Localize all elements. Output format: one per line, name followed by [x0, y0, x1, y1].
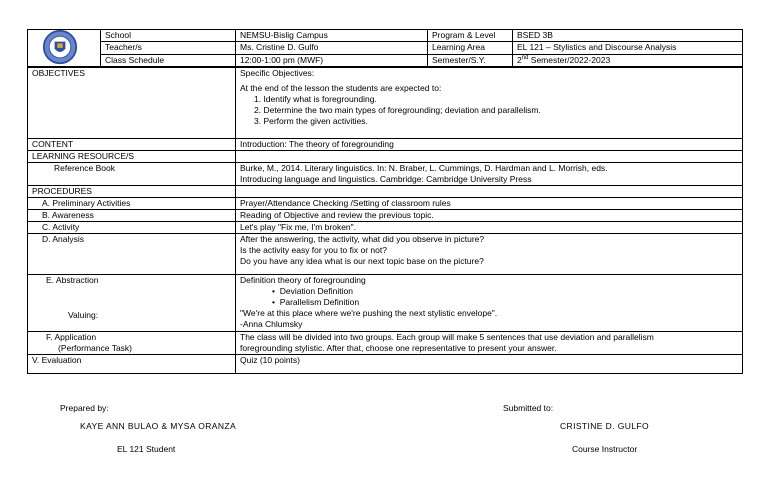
reference-line: Burke, M., 2014. Literary linguistics. In: N. Braber, L. Cummings, D. Hardman and L. Morrish, eds.: [240, 163, 608, 173]
evaluation-value: Quiz (10 points): [236, 355, 743, 374]
reference-line: Introducing language and linguistics. Cambridge: Cambridge University Press: [240, 174, 532, 184]
analysis-cell: [236, 234, 743, 275]
analysis-line: Is the activity easy for you to fix or not?: [240, 245, 387, 255]
application-line: foregrounding stylistic. After that, choose one representative to present your answer.: [240, 343, 557, 353]
program-value: BSED 3B: [513, 30, 743, 42]
schedule-label: Class Schedule: [101, 54, 236, 66]
analysis-line: After the answering, the activity, what did you observe in picture?: [240, 234, 485, 244]
evaluation-label: V. Evaluation: [28, 355, 236, 374]
reference-label: Reference Book: [28, 163, 236, 186]
activity-value: Let's play "Fix me, I'm broken".: [236, 222, 743, 234]
application-cell: [236, 332, 743, 355]
application-label: F. Application: [46, 332, 97, 342]
application-sublabel: (Performance Task): [58, 343, 133, 353]
prepared-by-names: KAYE ANN BULAO & MYSA ORANZA: [80, 421, 237, 431]
activity-label: C. Activity: [28, 222, 236, 234]
preliminary-value: Prayer/Attendance Checking /Setting of classroom rules: [236, 198, 743, 210]
schedule-value: 12:00-1:00 pm (MWF): [236, 54, 428, 66]
objectives-title: Specific Objectives:: [240, 68, 315, 78]
school-value: NEMSU-Bislig Campus: [236, 30, 428, 42]
analysis-label: D. Analysis: [28, 234, 236, 275]
content-label: CONTENT: [28, 139, 236, 151]
abstraction-bullet: • Deviation Definition: [272, 286, 353, 296]
resources-empty: [236, 151, 743, 163]
header-table: [27, 29, 743, 67]
application-cell-left: [28, 332, 236, 355]
reference-cell: [236, 163, 743, 186]
objectives-cell: [236, 68, 743, 139]
teacher-value: Ms. Cristine D. Gulfo: [236, 42, 428, 54]
awareness-value: Reading of Objective and review the previous topic.: [236, 210, 743, 222]
resources-label: LEARNING RESOURCE/S: [28, 151, 236, 163]
preliminary-label: A. Preliminary Activities: [28, 198, 236, 210]
procedures-empty: [236, 186, 743, 198]
objective-item: 1. Identify what is foregrounding.: [254, 94, 377, 104]
teacher-label: Teacher/s: [101, 42, 236, 54]
valuing-author: -Anna Chlumsky: [240, 319, 303, 329]
abstraction-label: E. Abstraction: [46, 275, 99, 285]
analysis-line: Do you have any idea what is our next topic base on the picture?: [240, 256, 484, 266]
abstraction-bullet: • Parallelism Definition: [272, 297, 360, 307]
area-label: Learning Area: [428, 42, 513, 54]
area-value: EL 121 – Stylistics and Discourse Analysis: [513, 42, 743, 54]
objective-item: 2. Determine the two main types of foregrounding; deviation and parallelism.: [254, 105, 541, 115]
awareness-label: B. Awareness: [28, 210, 236, 222]
abstraction-cell: [236, 275, 743, 332]
lesson-plan-table: [27, 67, 743, 374]
content-value: Introduction: The theory of foregrounding: [236, 139, 743, 151]
school-seal-logo: [42, 29, 78, 65]
abstraction-cell-left: [28, 275, 236, 332]
prepared-by-label: Prepared by:: [60, 403, 109, 413]
submitted-to-label: Submitted to:: [503, 403, 554, 413]
abstraction-title: Definition theory of foregrounding: [240, 275, 366, 285]
objective-item: 3. Perform the given activities.: [254, 116, 368, 126]
submitted-to-name: CRISTINE D. GULFO: [560, 421, 649, 431]
semester-value: 2nd Semester/2022-2023: [513, 54, 743, 66]
procedures-label: PROCEDURES: [28, 186, 236, 198]
valuing-quote: "We're at this place where we're pushing the next stylistic envelope".: [240, 308, 498, 318]
semester-label: Semester/S.Y.: [428, 54, 513, 66]
submitted-to-role: Course Instructor: [572, 444, 638, 454]
application-line: The class will be divided into two groups. Each group will make 5 sentences that use deviation and parallelism: [240, 332, 654, 342]
objectives-intro: At the end of the lesson the students are expected to:: [240, 83, 442, 93]
objectives-label: OBJECTIVES: [28, 68, 236, 139]
program-label: Program & Level: [428, 30, 513, 42]
prepared-by-role: EL 121 Student: [117, 444, 176, 454]
school-label: School: [101, 30, 236, 42]
valuing-label: Valuing:: [68, 310, 99, 320]
